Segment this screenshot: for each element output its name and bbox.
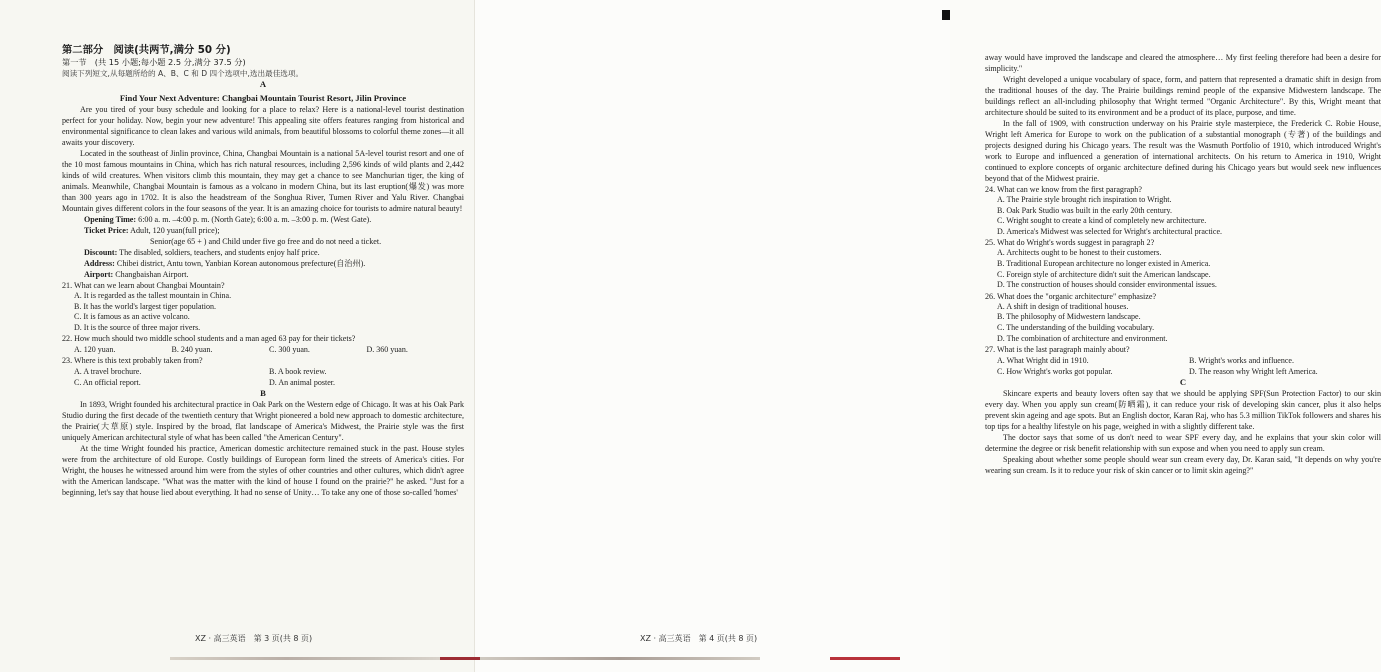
ticket-price-note: Senior(age 65 + ) and Child under five go free and do not need a ticket.: [150, 237, 382, 246]
passage-c-paragraph: The doctor says that some of us don't need to wear SPF every day, and he explains that your skin color will determine the degree or risk benefit relationship with sun expose and when you need to apply sun cream.: [985, 433, 1381, 454]
options-grid: [985, 355, 1381, 377]
option[interactable]: B. The philosophy of Midwestern landscape.: [997, 312, 1141, 322]
passage-a-paragraph: Located in the southeast of Jinlin province, China, Changbai Mountain is a national 5A-level tourist resort and one of the 10 most famous mountains in China, which has rich natural resources, including 2,596 kinds of wild plants and 2,442 kinds of wild creatures. When visitors climb this mountain, they may get a chance to see Manchurian tiger, the king of animals. Meanwhile, Changbai Mountain is famous as a volcano in modern China, but its last eruption(爆发) was more than 300 years ago in 1702. It is also the headstream of the Songhua River, Tumen River and Yalu River. Changbai Mountain gives different colors in the four seasons of the year. It is an amazing choice for tourists to admire natural beauty!: [62, 149, 464, 213]
page-footer: XZ · 高三英语 第 4 页(共 8 页): [640, 634, 758, 643]
opening-time-value: 6:00 a. m. –4:00 p. m. (North Gate); 6:00 a. m. –3:00 p. m. (West Gate).: [138, 215, 372, 224]
option[interactable]: B. Oak Park Studio was built in the early 20th century.: [997, 205, 1173, 215]
passage-a-title: Find Your Next Adventure: Changbai Mountain Tourist Resort, Jilin Province: [119, 93, 407, 103]
option[interactable]: B. Wright's works and influence.: [1189, 356, 1294, 366]
option[interactable]: C. An official report.: [74, 378, 141, 388]
passage-b-paragraph: In the fall of 1909, with construction underway on his Prairie style masterpiece, the Frederick C. Robie House, Wright left America for Europe to work on the publication of a substantial monograph (专著) of the buildings and projects designed during his Chicago years. The result was the Wasmuth Portfolio of 1910, which introduced Wright's work to Europe and influenced a generation of international architects. On his return to America in 1910, Wright continued to explore concepts of organic architecture defined during his Chicago years but would seek new influences beyond that of the Midwest prairie.: [985, 119, 1381, 183]
option[interactable]: A. A travel brochure.: [74, 367, 142, 377]
option[interactable]: D. The combination of architecture and environment.: [997, 333, 1168, 343]
left-column: [62, 44, 464, 498]
option[interactable]: D. It is the source of three major rivers.: [74, 322, 201, 332]
option[interactable]: C. 300 yuan.: [269, 345, 310, 355]
option[interactable]: C. The understanding of the building vocabulary.: [997, 322, 1155, 332]
option[interactable]: A. It is regarded as the tallest mountain in China.: [74, 291, 232, 300]
option[interactable]: B. 240 yuan.: [171, 345, 213, 355]
option[interactable]: D. An animal poster.: [269, 378, 335, 388]
question-stem: 22. How much should two middle school students and a man aged 63 pay for their tickets?: [62, 334, 356, 344]
scan-stripe: [480, 657, 760, 660]
passage-c-letter: C: [1179, 377, 1187, 388]
options-row: [62, 344, 464, 355]
passage-b-paragraph: At the time Wright founded his practice, American domestic architecture remained stuck in the past. House styles were from the architecture of old Europe. Costly buildings of European form lined the streets of America's cities. For Wright, the houses he witnessed around him were from the styles of other countries and other cultures, which didn't agree with the American landscape. "What was the matter with the kind of house I found on the prairie?" he asked. "Just for a beginning, let's say that house lied about everything. It had no sense of Unity… To take any one of those so-called 'homes': [62, 444, 464, 498]
address: [62, 258, 464, 269]
passage-a-paragraph: Are you tired of your busy schedule and looking for a place to relax? Here is a national-level tourist destination perfect for your holiday. Now, begin your new adventure! This appealing site offers features ranging from historical and environmental significance to clean lakes and various wild animals, from beautiful blossoms to colorful theme zones—it all awaits your discovery.: [62, 105, 464, 147]
discount-label: Discount:: [84, 248, 118, 257]
airport-value: Changbaishan Airport.: [115, 270, 189, 279]
option[interactable]: A. A shift in design of traditional houses.: [997, 301, 1129, 311]
option[interactable]: D. 360 yuan.: [366, 345, 408, 355]
left-page: [0, 0, 475, 672]
passage-b-paragraph: In 1893, Wright founded his architectural practice in Oak Park on the Western edge of Chicago. It was at his Oak Park Studio during the first decade of the twentieth century that Wright pioneered a bold new approach to domestic architecture, the Prairie(大草原) style. Inspired by the broad, flat landscape of America's Midwest, the Prairie style was the first uniquely American architectural style of what has been called "the American Century".: [62, 400, 464, 443]
right-column: [985, 52, 1381, 476]
passage-c-paragraph: Speaking about whether some people should wear sun cream every day, Dr. Karan said, "It depends on why you're wearing sun cream. Is it to reduce your risk of skin cancer or to limit skin ageing?": [985, 455, 1381, 476]
options-grid: [62, 366, 464, 388]
option[interactable]: B. It has the world's largest tiger population.: [74, 301, 216, 311]
question-stem: 27. What is the last paragraph mainly about?: [985, 345, 1130, 355]
address-label: Address:: [84, 259, 115, 268]
instruction-text: 阅读下列短文,从每题所给的 A、B、C 和 D 四个选项中,选出最佳选项。: [62, 69, 304, 78]
scan-stripe: [170, 657, 460, 660]
opening-time-label: Opening Time:: [84, 215, 137, 224]
passage-b-letter: B: [260, 388, 266, 399]
option[interactable]: A. The Prairie style brought rich inspiration to Wright.: [997, 195, 1172, 204]
question-stem: 21. What can we learn about Changbai Mountain?: [62, 281, 225, 290]
scan-edge-mark: [942, 10, 950, 20]
option[interactable]: B. A book review.: [269, 367, 327, 377]
right-page: [475, 0, 1381, 672]
option[interactable]: D. America's Midwest was selected for Wright's architectural practice.: [997, 226, 1222, 236]
option[interactable]: A. 120 yuan.: [74, 345, 116, 355]
airport-label: Airport:: [84, 270, 114, 279]
scan-stripe: [830, 657, 900, 660]
discount: [62, 247, 464, 258]
option[interactable]: B. Traditional European architecture no longer existed in America.: [997, 258, 1211, 268]
passage-a-letter: A: [259, 79, 267, 89]
passage-b-paragraph: Wright developed a unique vocabulary of space, form, and pattern that represented a dramatic shift in design from the traditional houses of the day. The Prairie buildings remind people of the expansive Midwestern landscape. The buildings reflect an all-including philosophy that Wright termed "Organic Architecture". By this, Wright meant that architecture should be suited to its environment and be a product of its place, purpose, and time.: [985, 75, 1381, 117]
option[interactable]: C. Wright sought to create a kind of completely new architecture.: [997, 216, 1207, 226]
option[interactable]: D. The construction of houses should consider environmental issues.: [997, 280, 1217, 290]
question-stem: 25. What do Wright's words suggest in paragraph 2?: [985, 238, 1155, 248]
opening-time: [62, 214, 464, 225]
section-header: 第一节 (共 15 小题;每小题 2.5 分,满分 37.5 分): [62, 57, 246, 67]
option[interactable]: C. Foreign style of architecture didn't suit the American landscape.: [997, 269, 1211, 279]
question-stem: 26. What does the "organic architecture" emphasize?: [985, 291, 1157, 301]
page-footer: XZ · 高三英语 第 3 页(共 8 页): [195, 634, 313, 643]
address-value: Chibei district, Antu town, Yanbian Korean autonomous prefecture(自治州).: [116, 259, 366, 268]
option[interactable]: D. The reason why Wright left America.: [1189, 367, 1318, 377]
scan-stripe: [440, 657, 480, 660]
question-stem: 24. What can we know from the first paragraph?: [985, 185, 1142, 194]
option[interactable]: C. It is famous as an active volcano.: [74, 312, 190, 322]
question-stem: 23. Where is this text probably taken from?: [62, 356, 203, 366]
passage-b-paragraph: away would have improved the landscape and cleared the atmosphere… My first feeling therefore had been a desire for simplicity.": [985, 53, 1381, 73]
option[interactable]: C. How Wright's works got popular.: [997, 367, 1113, 377]
part-header: 第二部分 阅读(共两节,满分 50 分): [62, 44, 231, 56]
discount-value: The disabled, soldiers, teachers, and students enjoy half price.: [119, 248, 320, 257]
option[interactable]: A. Architects ought to be honest to their customers.: [997, 248, 1162, 258]
ticket-price: [62, 225, 464, 236]
option[interactable]: A. What Wright did in 1910.: [997, 356, 1089, 366]
ticket-price-label: Ticket Price:: [84, 226, 129, 235]
ticket-price-value: Adult, 120 yuan(full price);: [130, 226, 220, 235]
airport: [62, 269, 464, 280]
passage-c-paragraph: Skincare experts and beauty lovers often say that we should be applying SPF(Sun Protection Factor) to our skin every day. When you apply sun cream(防晒霜), it can reduce your risk of developing skin cancer, plus it also helps prevent skin ageing and age spots. But an English doctor, Karan Raj, who has 5.3 million TikTok followers and shares his top tips for a healthy lifestyle on his page, weighed in with a slightly different take.: [985, 389, 1381, 432]
